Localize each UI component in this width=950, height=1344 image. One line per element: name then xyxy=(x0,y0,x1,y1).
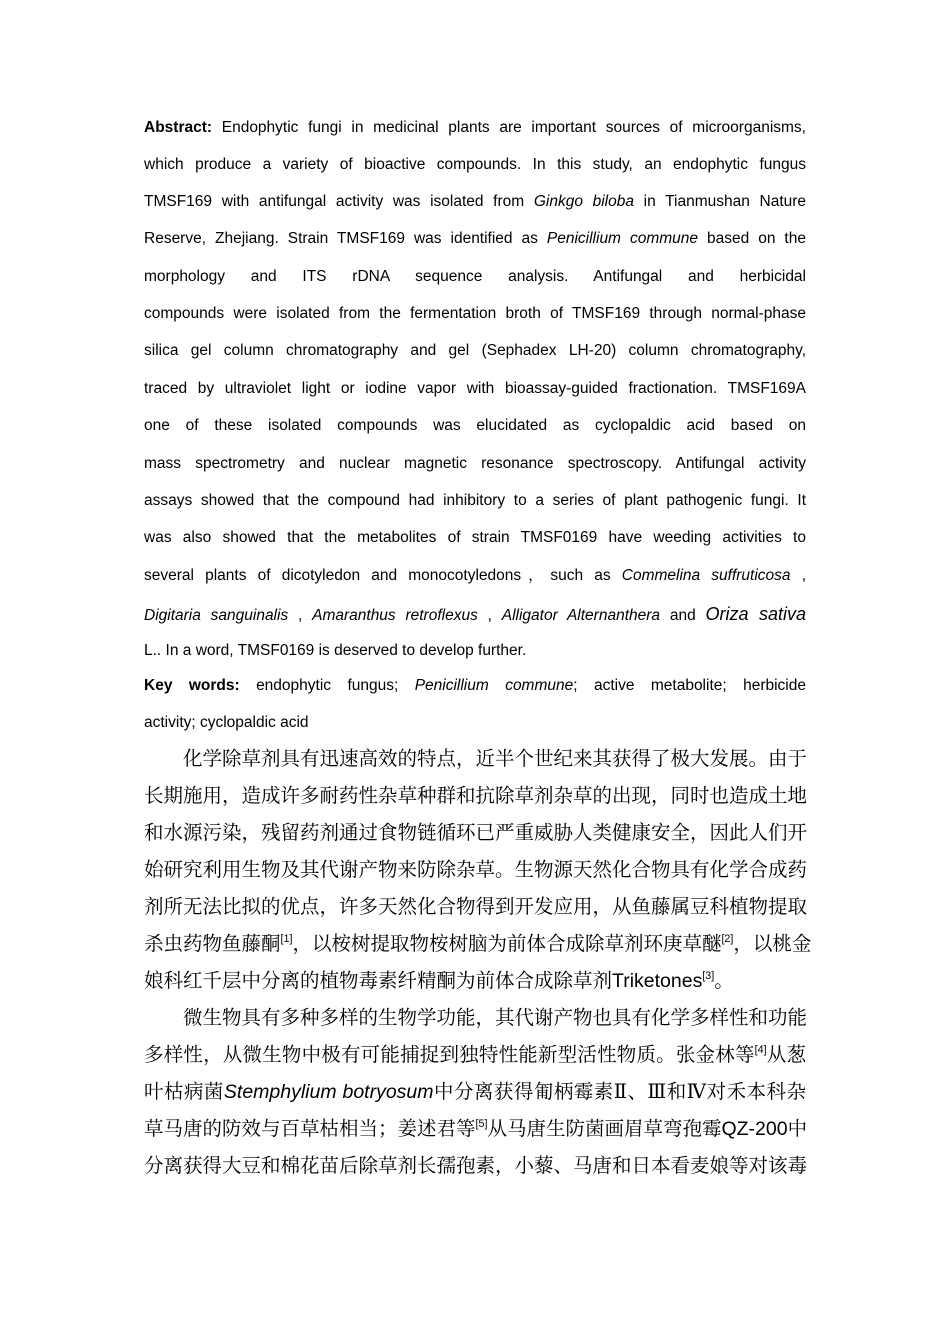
keywords-line-1: Key words: endophytic fungus; Penicillium commune; active metabolite; herbicide xyxy=(144,677,806,694)
species-name: Penicillium commune xyxy=(546,230,699,247)
body-p2-line-4: 草马唐的防效与百草枯相当；姜述君等[5]从马唐生防菌画眉草弯孢霉QZ-200中 xyxy=(144,1117,808,1140)
species-name: Commelina suffruticosa xyxy=(621,567,791,584)
citation-ref: [5] xyxy=(475,1117,488,1130)
abstract-line-3: TMSF169 with antifungal activity was isolated from Ginkgo biloba in Tianmushan Nature xyxy=(144,193,807,210)
abstract-line-5: morphology and ITS rDNA sequence analysis. Antifungal and herbicidal xyxy=(144,268,806,285)
species-name: Digitaria sanguinalis xyxy=(144,607,289,624)
body-p1-line-6: 杀虫药物鱼藤酮[1]，以桉树提取物桉树脑为前体合成除草剂环庚草醚[2]，以桃金 xyxy=(144,932,812,955)
species-name: Ginkgo biloba xyxy=(533,193,634,210)
species-name: Stemphylium botryosum xyxy=(223,1081,434,1103)
species-name: Oriza sativa xyxy=(705,604,807,624)
body-p2-line-2: 多样性，从微生物中极有可能捕捉到独特性能新型活性物质。张金林等[4]从葱 xyxy=(144,1043,806,1066)
citation-ref: [1] xyxy=(280,932,293,945)
abstract-line-14: Digitaria sanguinalis , Amaranthus retroflexus , Alligator Alternanthera and Oriza sativa xyxy=(144,604,807,624)
keywords-label: Key words: xyxy=(144,677,240,694)
abstract-line-7: silica gel column chromatography and gel (Sephadex LH-20) column chromatography, xyxy=(144,342,806,359)
body-p1-line-2: 长期施用，造成许多耐药性杂草种群和抗除草剂杂草的出现，同时也造成土地 xyxy=(144,784,808,807)
citation-ref: [3] xyxy=(702,969,715,982)
abstract-line-6: compounds were isolated from the fermentation broth of TMSF169 through normal-phase xyxy=(144,305,806,322)
abstract-line-4: Reserve, Zhejiang. Strain TMSF169 was identified as Penicillium commune based on the xyxy=(144,230,806,247)
citation-ref: [4] xyxy=(754,1043,767,1056)
abstract-line-15: L.. In a word, TMSF0169 is deserved to develop further. xyxy=(144,642,527,659)
keywords-line-2: activity; cyclopaldic acid xyxy=(144,714,309,731)
body-p1-line-1: 化学除草剂具有迅速高效的特点，近半个世纪来其获得了极大发展。由于 xyxy=(183,747,808,770)
abstract-line-12: was also showed that the metabolites of strain TMSF0169 have weeding activities to xyxy=(144,529,806,546)
body-p2-line-5: 分离获得大豆和棉花苗后除草剂长孺孢素，小藜、马唐和日本看麦娘等对该毒 xyxy=(144,1154,808,1177)
abstract-line-8: traced by ultraviolet light or iodine vapor with bioassay-guided fractionation. TMSF169A xyxy=(144,380,806,397)
abstract-line-13: several plants of dicotyledon and monocotyledons，such as Commelina suffruticosa , xyxy=(144,567,807,584)
abstract-line-11: assays showed that the compound had inhibitory to a series of plant pathogenic fungi. It xyxy=(144,492,806,509)
body-p1-line-4: 始研究利用生物及其代谢产物来防除杂草。生物源天然化合物具有化学合成药 xyxy=(144,858,808,881)
body-p1-line-5: 剂所无法比拟的优点，许多天然化合物得到开发应用，从鱼藤属豆科植物提取 xyxy=(144,895,808,918)
abstract-line-9: one of these isolated compounds was elucidated as cyclopaldic acid based on xyxy=(144,417,806,434)
abstract-line-10: mass spectrometry and nuclear magnetic resonance spectroscopy. Antifungal activity xyxy=(144,455,806,472)
abstract-line-1: Abstract: Endophytic fungi in medicinal plants are important sources of microorganisms, xyxy=(144,119,806,136)
body-p1-line-7: 娘科红千层中分离的植物毒素纤精酮为前体合成除草剂Triketones[3]。 xyxy=(144,969,734,992)
body-p2-line-1: 微生物具有多种多样的生物学功能，其代谢产物也具有化学多样性和功能 xyxy=(183,1006,808,1029)
species-name: Alligator Alternanthera xyxy=(501,607,661,624)
species-name: Penicillium commune xyxy=(414,677,574,694)
body-p1-line-3: 和水源污染，残留药剂通过食物链循环已严重威胁人类健康安全，因此人们开 xyxy=(144,821,808,844)
abstract-line-2: which produce a variety of bioactive compounds. In this study, an endophytic fungus xyxy=(144,156,806,173)
species-name: Amaranthus retroflexus xyxy=(312,607,478,624)
body-p2-line-3: 叶枯病菌Stemphylium botryosum中分离获得匍柄霉素Ⅱ、Ⅲ和Ⅳ对禾本科杂 xyxy=(144,1080,806,1103)
citation-ref: [2] xyxy=(721,932,734,945)
abstract-label: Abstract: xyxy=(144,119,213,136)
